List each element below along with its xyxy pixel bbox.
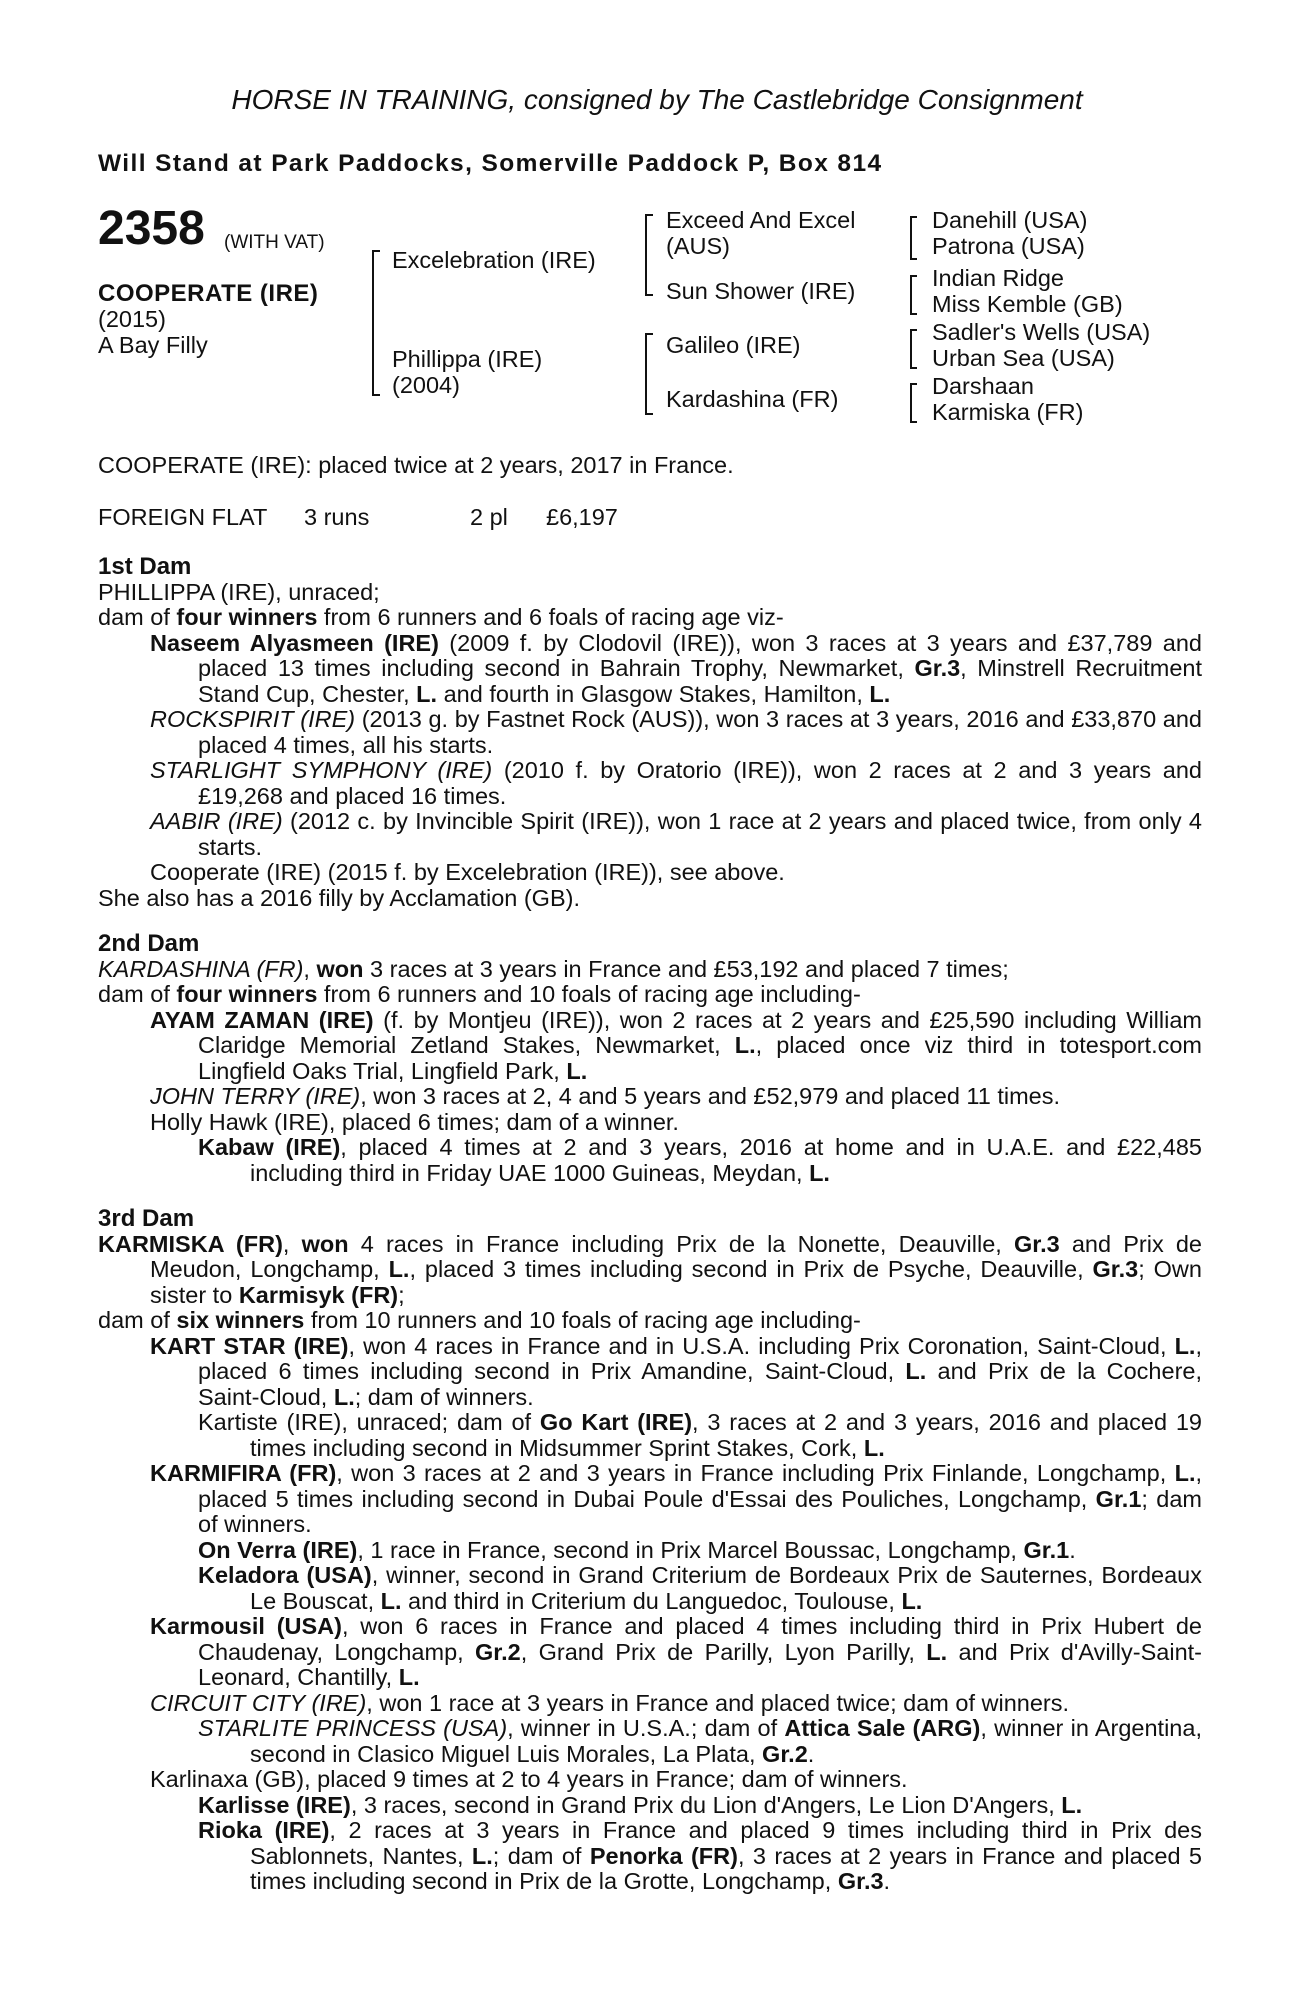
gen3-dsd: Urban Sea (USA)	[932, 345, 1115, 371]
bracket-ds	[910, 329, 917, 369]
produce-entry: Karmousil (USA), won 6 races in France and placed 4 times including third in Prix Hubert de Chaudenay, Longchamp, Gr.2, Grand Prix de Parilly, Lyon Parilly, L. and Prix d'Avilly-Saint-Leonard, Chantilly, L.	[150, 1613, 1203, 1690]
bracket-ss	[910, 216, 917, 260]
third-dam-line: KARMISKA (FR), won 4 races in France including Prix de la Nonette, Deauville, Gr.3 and Prix de Meudon, Longchamp, L., placed 3 times including second in Prix de Psyche, Deauville, Gr.3; Own sister to Karmisyk (FR);	[98, 1230, 1202, 1308]
produce-entry: AYAM ZAMAN (IRE) (f. by Montjeu (IRE)), won 2 races at 2 years and £25,590 including William Claridge Memorial Zetland Stakes, Newmarket, L., placed once viz third in totesport.com Lingfield Oaks Trial, Lingfield Park, L.	[150, 1006, 1202, 1084]
second-dam-produce-line: dam of four winners from 6 runners and 10 foals of racing age including-	[98, 981, 861, 1007]
third-dam-heading: 3rd Dam	[98, 1205, 195, 1232]
produce-entry: Naseem Alyasmeen (IRE) (2009 f. by Clodovil (IRE)), won 3 races at 3 years and £37,789 and placed 13 times including second in Bahrain Trophy, Newmarket, Gr.3, Minstrell Recruitment Stand Cup, Chester, L. and fourth in Glasgow Stakes, Hamilton, L.	[150, 629, 1202, 707]
family-details	[98, 554, 1202, 1895]
sire-sire: Exceed And Excel	[666, 207, 856, 233]
produce-entry: Holly Hawk (IRE), placed 6 times; dam of a winner.	[150, 1108, 679, 1135]
produce-entry: KARMIFIRA (FR), won 3 races at 2 and 3 years in France including Prix Finlande, Longchamp, L., placed 5 times including second in Dubai Poule d'Essai des Pouliches, Longchamp, Gr.1; dam of winners.	[150, 1460, 1203, 1537]
produce-sub-entry: Rioka (IRE), 2 races at 3 years in France and placed 9 times including third in Prix des Sablonnets, Nantes, L.; dam of Penorka (FR), 3 races at 2 years in France and placed 5 times including second in Prix de la Grotte, Longchamp, Gr.3.	[198, 1817, 1203, 1894]
dam: Phillippa (IRE)	[392, 346, 543, 372]
bracket-dd	[910, 383, 917, 423]
bracket-dam	[645, 333, 653, 415]
vat-note: (WITH VAT)	[224, 232, 325, 253]
dam-sire: Galileo (IRE)	[666, 332, 801, 358]
horse-name: COOPERATE (IRE)	[98, 280, 319, 307]
produce-entry: Karlinaxa (GB), placed 9 times at 2 to 4 years in France; dam of winners.	[150, 1766, 908, 1792]
produce-entry: Cooperate (IRE) (2015 f. by Excelebration (IRE)), see above.	[150, 859, 785, 885]
produce-entry: AABIR (IRE) (2012 c. by Invincible Spirit (IRE)), won 1 race at 2 years and placed twice, from only 4 starts.	[150, 808, 1202, 860]
race-summary: COOPERATE (IRE): placed twice at 2 years, 2017 in France.	[98, 452, 734, 478]
third-dam-produce-line: dam of six winners from 10 runners and 10 foals of racing age including-	[98, 1307, 861, 1333]
first-dam-line: PHILLIPPA (IRE), unraced;	[98, 578, 380, 605]
first-dam-produce-line: dam of four winners from 6 runners and 6 foals of racing age viz-	[98, 604, 784, 630]
produce-sub-entry: Karlisse (IRE), 3 races, second in Grand Prix du Lion d'Angers, Le Lion D'Angers, L.	[198, 1791, 1083, 1818]
gen3-sdd: Miss Kemble (GB)	[932, 291, 1123, 317]
record-placed: 2 pl	[470, 504, 508, 530]
stabling-location: Will Stand at Park Paddocks, Somerville Paddock P, Box 814	[98, 150, 883, 177]
lot-number: 2358	[98, 202, 205, 255]
produce-entry: STARLIGHT SYMPHONY (IRE) (2010 f. by Oratorio (IRE)), won 2 races at 2 and 3 years and £19,268 and placed 16 times.	[150, 757, 1202, 809]
bracket-sd	[910, 275, 917, 315]
bracket-sire	[645, 214, 653, 296]
produce-entry: ROCKSPIRIT (IRE) (2013 g. by Fastnet Rock (AUS)), won 3 races at 3 years, 2016 and £33,870 and placed 4 times, all his starts.	[150, 706, 1202, 758]
dam-dam: Kardashina (FR)	[666, 386, 839, 412]
second-dam-heading: 2nd Dam	[98, 930, 200, 957]
gen3-ddd: Karmiska (FR)	[932, 399, 1084, 425]
record-runs: 3 runs	[304, 504, 370, 530]
dam-year: (2004)	[392, 372, 460, 398]
sire-sire-origin: (AUS)	[666, 233, 730, 259]
second-dam-line: KARDASHINA (FR), won 3 races at 3 years in France and £53,192 and placed 7 times;	[98, 955, 1009, 982]
sire: Excelebration (IRE)	[392, 247, 596, 273]
gen3-sss: Danehill (USA)	[932, 207, 1088, 233]
first-dam-heading: 1st Dam	[98, 553, 192, 580]
produce-entry: JOHN TERRY (IRE), won 3 races at 2, 4 and 5 years and £52,979 and placed 11 times.	[150, 1083, 1061, 1109]
horse-description: A Bay Filly	[98, 332, 208, 358]
bracket-gen1	[372, 250, 380, 396]
produce-entry: KART STAR (IRE), won 4 races in France and in U.S.A. including Prix Coronation, Saint-Cloud, L., placed 6 times including second in Prix Amandine, Saint-Cloud, L. and Prix de la Cochere, Saint-Cloud, L.; dam of winners.	[150, 1332, 1202, 1410]
gen3-ssd: Patrona (USA)	[932, 233, 1085, 259]
record-label: FOREIGN FLAT	[98, 504, 268, 530]
produce-sub-entry: Kabaw (IRE), placed 4 times at 2 and 3 years, 2016 at home and in U.A.E. and £22,485 including third in Friday UAE 1000 Guineas, Meydan, L.	[198, 1134, 1202, 1186]
gen3-dss: Sadler's Wells (USA)	[932, 319, 1151, 345]
sire-dam: Sun Shower (IRE)	[666, 278, 856, 304]
consignor-header: HORSE IN TRAINING, consigned by The Castlebridge Consignment	[231, 84, 1083, 115]
produce-entry: CIRCUIT CITY (IRE), won 1 race at 3 years in France and placed twice; dam of winners.	[150, 1689, 1070, 1716]
gen3-sds: Indian Ridge	[932, 265, 1064, 291]
produce-note: She also has a 2016 filly by Acclamation (GB).	[98, 884, 580, 911]
produce-sub-entry: STARLITE PRINCESS (USA), winner in U.S.A.; dam of Attica Sale (ARG), winner in Argentina, second in Clasico Miguel Luis Morales, La Plata, Gr.2.	[198, 1715, 1202, 1767]
record-prize: £6,197	[546, 504, 618, 530]
foaling-year: (2015)	[98, 306, 166, 332]
gen3-dds: Darshaan	[932, 373, 1034, 399]
produce-sub-entry: Keladora (USA), winner, second in Grand Criterium de Bordeaux Prix de Sauternes, Bordeaux Le Bouscat, L. and third in Criterium du Languedoc, Toulouse, L.	[198, 1562, 1202, 1614]
produce-sub-entry: On Verra (IRE), 1 race in France, second in Prix Marcel Boussac, Longchamp, Gr.1.	[198, 1536, 1076, 1563]
produce-sub-entry: Kartiste (IRE), unraced; dam of Go Kart (IRE), 3 races at 2 and 3 years, 2016 and placed 19 times including second in Midsummer Sprint Stakes, Cork, L.	[198, 1409, 1203, 1461]
